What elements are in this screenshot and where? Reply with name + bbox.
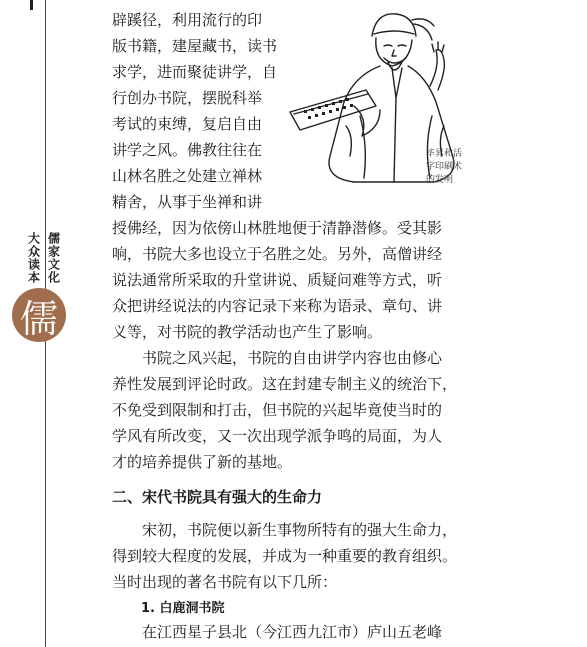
series-title xyxy=(20,232,68,284)
caption-line: 毕昇和活 xyxy=(426,149,463,159)
figure-caption xyxy=(426,148,484,187)
ru-seal-char: 儒 xyxy=(19,296,58,341)
body-line: 不免受到限制和打击，但书院的兴起毕竟使当时的 xyxy=(112,401,443,419)
section-heading: 二、宋代书院具有强大的生命力 xyxy=(112,488,323,506)
top-rule xyxy=(30,0,33,10)
body-line: 授佛经，因为依傍山林胜地便于清静潜修。受其影 xyxy=(112,219,443,237)
body-line: 宋初，书院便以新生事物所特有的强大生命力， xyxy=(142,521,458,539)
body-line: 行创办书院，摆脱科举 xyxy=(112,89,263,107)
body-line: 考试的束缚，复启自由 xyxy=(112,115,263,133)
ru-seal xyxy=(12,288,66,342)
body-line: 学风有所改变，又一次出现学派争鸣的局面，为人 xyxy=(112,427,443,445)
series-title-col-1: 儒家文化 xyxy=(46,232,61,284)
body-line: 求学，进而聚徒讲学，自 xyxy=(112,63,278,81)
series-title-col-2: 大众读本 xyxy=(26,232,41,284)
body-line: 响，书院大多也设立于名胜之处。另外，高僧讲经 xyxy=(112,245,443,263)
body-line: 养性发展到评论时政。这在封建专制主义的统治下， xyxy=(112,375,458,393)
body-line: 书院之风兴起，书院的自由讲学内容也由修心 xyxy=(142,349,443,367)
body-line: 当时出现的著名书院有以下几所： xyxy=(112,573,338,591)
body-line: 山林名胜之处建立禅林 xyxy=(112,167,263,185)
body-line: 义等，对书院的教学活动也产生了影响。 xyxy=(112,323,383,341)
body-line: 辟蹊径，利用流行的印 xyxy=(112,11,263,29)
body-line: 得到较大程度的发展，并成为一种重要的教育组织。 xyxy=(112,547,458,565)
body-line: 说法通常所采取的升堂讲说、质疑问难等方式，听 xyxy=(112,271,443,289)
subsection-heading: 1. 白鹿洞书院 xyxy=(141,601,225,616)
body-line: 版书籍，建屋藏书，读书 xyxy=(112,37,278,55)
body-line: 精舍，从事于坐禅和讲 xyxy=(112,193,263,211)
caption-line: 字印刷术 xyxy=(426,162,463,172)
body-line: 才的培养提供了新的基地。 xyxy=(112,453,293,471)
body-line: 众把讲经说法的内容记录下来称为语录、章句、讲 xyxy=(112,297,443,315)
caption-line: 的发明 xyxy=(426,175,454,185)
body-line: 讲学之风。佛教往往在 xyxy=(112,141,263,159)
body-line: 在江西星子县北（今江西九江市）庐山五老峰 xyxy=(142,623,443,641)
